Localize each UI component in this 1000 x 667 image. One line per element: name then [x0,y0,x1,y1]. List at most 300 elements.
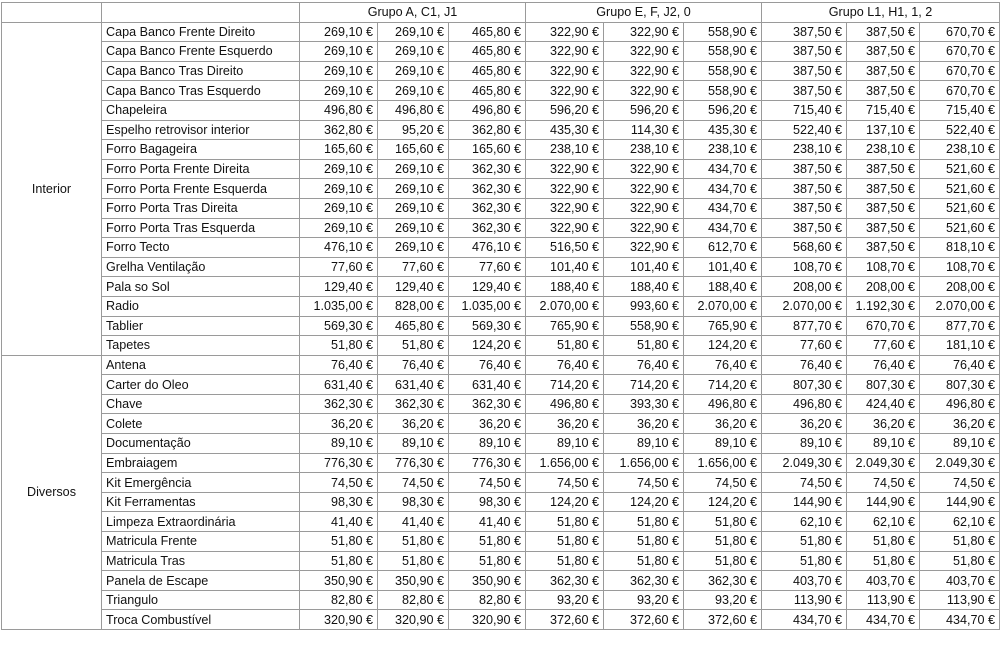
price-cell: 372,60 € [604,610,684,630]
price-cell: 124,20 € [684,336,762,356]
table-row [2,257,1000,277]
table-row [2,61,1000,81]
price-cell: 372,60 € [684,610,762,630]
item-name-cell: Espelho retrovisor interior [102,120,300,140]
price-cell: 558,90 € [684,42,762,62]
price-cell: 124,20 € [526,492,604,512]
price-cell: 74,50 € [684,473,762,493]
item-name-cell: Colete [102,414,300,434]
price-cell: 496,80 € [762,394,847,414]
price-cell: 89,10 € [449,434,526,454]
table-row [2,434,1000,454]
price-cell: 558,90 € [684,22,762,42]
price-cell: 322,90 € [604,159,684,179]
price-cell: 76,40 € [762,355,847,375]
price-cell: 238,10 € [684,140,762,160]
table-row [2,100,1000,120]
table-row [2,277,1000,297]
price-cell: 74,50 € [762,473,847,493]
price-cell: 2.070,00 € [684,296,762,316]
price-cell: 670,70 € [920,61,1000,81]
price-cell: 350,90 € [449,571,526,591]
price-cell: 569,30 € [300,316,378,336]
price-cell: 98,30 € [449,492,526,512]
price-cell: 238,10 € [526,140,604,160]
price-cell: 362,30 € [604,571,684,591]
item-name-cell: Forro Porta Frente Direita [102,159,300,179]
price-cell: 36,20 € [300,414,378,434]
price-cell: 496,80 € [920,394,1000,414]
item-name-cell: Radio [102,296,300,316]
price-cell: 238,10 € [762,140,847,160]
item-name-cell: Documentação [102,434,300,454]
price-cell: 124,20 € [449,336,526,356]
item-name-cell: Embraiagem [102,453,300,473]
price-cell: 516,50 € [526,238,604,258]
item-name-cell: Chave [102,394,300,414]
price-cell: 137,10 € [847,120,920,140]
price-cell: 807,30 € [847,375,920,395]
price-cell: 124,20 € [604,492,684,512]
price-cell: 322,90 € [604,61,684,81]
table-row [2,198,1000,218]
price-cell: 144,90 € [847,492,920,512]
price-cell: 350,90 € [300,571,378,591]
price-cell: 36,20 € [604,414,684,434]
item-name-cell: Forro Tecto [102,238,300,258]
price-cell: 496,80 € [684,394,762,414]
price-cell: 51,80 € [526,532,604,552]
price-cell: 1.192,30 € [847,296,920,316]
price-cell: 36,20 € [920,414,1000,434]
table-row [2,140,1000,160]
price-cell: 1.035,00 € [449,296,526,316]
table-row [2,394,1000,414]
price-cell: 1.656,00 € [684,453,762,473]
table-row [2,179,1000,199]
price-cell: 129,40 € [300,277,378,297]
price-cell: 165,60 € [449,140,526,160]
price-cell: 387,50 € [762,81,847,101]
price-cell: 715,40 € [762,100,847,120]
price-cell: 362,80 € [300,120,378,140]
price-cell: 521,60 € [920,218,1000,238]
item-name-cell: Kit Ferramentas [102,492,300,512]
price-cell: 124,20 € [684,492,762,512]
price-cell: 36,20 € [684,414,762,434]
header-blank-cell [102,3,300,23]
price-cell: 51,80 € [526,551,604,571]
price-cell: 74,50 € [920,473,1000,493]
table-row [2,512,1000,532]
price-cell: 51,80 € [847,532,920,552]
price-cell: 362,30 € [300,394,378,414]
price-cell: 1.035,00 € [300,296,378,316]
price-cell: 51,80 € [300,551,378,571]
table-row [2,316,1000,336]
price-cell: 387,50 € [762,218,847,238]
price-cell: 387,50 € [847,22,920,42]
table-row [2,81,1000,101]
price-cell: 596,20 € [526,100,604,120]
item-name-cell: Triangulo [102,590,300,610]
price-cell: 89,10 € [526,434,604,454]
group-header-1: Grupo A, C1, J1 [300,3,526,23]
price-cell: 322,90 € [526,81,604,101]
item-name-cell: Capa Banco Tras Esquerdo [102,81,300,101]
price-cell: 98,30 € [378,492,449,512]
price-cell: 76,40 € [300,355,378,375]
price-cell: 322,90 € [604,218,684,238]
price-cell: 51,80 € [378,551,449,571]
price-cell: 670,70 € [847,316,920,336]
price-cell: 670,70 € [920,22,1000,42]
table-row [2,571,1000,591]
item-name-cell: Kit Emergência [102,473,300,493]
price-cell: 74,50 € [300,473,378,493]
section-label: Interior [2,22,102,355]
price-cell: 129,40 € [378,277,449,297]
price-cell: 62,10 € [920,512,1000,532]
price-cell: 387,50 € [762,179,847,199]
table-row [2,22,1000,42]
price-cell: 993,60 € [604,296,684,316]
price-cell: 76,40 € [920,355,1000,375]
price-cell: 362,30 € [378,394,449,414]
price-cell: 558,90 € [684,81,762,101]
price-cell: 74,50 € [604,473,684,493]
price-cell: 362,30 € [526,571,604,591]
price-cell: 828,00 € [378,296,449,316]
price-cell: 596,20 € [684,100,762,120]
price-cell: 362,30 € [449,394,526,414]
price-cell: 101,40 € [526,257,604,277]
price-cell: 496,80 € [378,100,449,120]
price-cell: 269,10 € [378,179,449,199]
price-cell: 631,40 € [378,375,449,395]
price-cell: 320,90 € [449,610,526,630]
price-cell: 51,80 € [684,551,762,571]
price-cell: 269,10 € [300,42,378,62]
price-cell: 476,10 € [300,238,378,258]
price-cell: 77,60 € [300,257,378,277]
price-cell: 51,80 € [604,336,684,356]
price-cell: 320,90 € [378,610,449,630]
table-row [2,610,1000,630]
price-cell: 144,90 € [762,492,847,512]
price-cell: 77,60 € [449,257,526,277]
price-cell: 89,10 € [920,434,1000,454]
price-cell: 434,70 € [762,610,847,630]
price-cell: 51,80 € [684,512,762,532]
price-cell: 76,40 € [378,355,449,375]
table-row [2,414,1000,434]
price-cell: 269,10 € [378,61,449,81]
price-cell: 362,30 € [449,218,526,238]
price-cell: 238,10 € [920,140,1000,160]
price-cell: 269,10 € [300,198,378,218]
item-name-cell: Limpeza Extraordinária [102,512,300,532]
price-cell: 322,90 € [526,218,604,238]
price-cell: 89,10 € [300,434,378,454]
price-cell: 322,90 € [526,179,604,199]
table-row [2,492,1000,512]
price-cell: 51,80 € [762,551,847,571]
price-cell: 387,50 € [847,42,920,62]
header-row [2,3,1000,23]
price-cell: 670,70 € [920,81,1000,101]
price-cell: 387,50 € [847,61,920,81]
price-cell: 62,10 € [847,512,920,532]
price-cell: 129,40 € [449,277,526,297]
price-cell: 522,40 € [762,120,847,140]
price-cell: 521,60 € [920,179,1000,199]
price-cell: 51,80 € [920,551,1000,571]
price-cell: 89,10 € [378,434,449,454]
price-cell: 41,40 € [449,512,526,532]
price-cell: 269,10 € [300,61,378,81]
price-cell: 496,80 € [449,100,526,120]
price-cell: 77,60 € [847,336,920,356]
price-cell: 36,20 € [847,414,920,434]
item-name-cell: Matricula Tras [102,551,300,571]
item-name-cell: Capa Banco Tras Direito [102,61,300,81]
price-cell: 208,00 € [920,277,1000,297]
price-cell: 74,50 € [449,473,526,493]
price-cell: 877,70 € [920,316,1000,336]
price-cell: 51,80 € [526,336,604,356]
price-cell: 2.070,00 € [920,296,1000,316]
price-cell: 465,80 € [449,61,526,81]
price-cell: 269,10 € [378,42,449,62]
price-cell: 36,20 € [526,414,604,434]
price-cell: 51,80 € [300,336,378,356]
price-cell: 74,50 € [847,473,920,493]
table-row [2,42,1000,62]
price-cell: 496,80 € [526,394,604,414]
price-cell: 818,10 € [920,238,1000,258]
price-cell: 2.070,00 € [526,296,604,316]
price-cell: 476,10 € [449,238,526,258]
price-cell: 322,90 € [526,42,604,62]
price-cell: 403,70 € [847,571,920,591]
price-cell: 89,10 € [604,434,684,454]
price-cell: 269,10 € [378,218,449,238]
table-row [2,238,1000,258]
price-cell: 387,50 € [762,198,847,218]
price-cell: 82,80 € [300,590,378,610]
price-cell: 269,10 € [378,81,449,101]
price-cell: 434,70 € [684,179,762,199]
price-cell: 108,70 € [920,257,1000,277]
table-row [2,120,1000,140]
price-cell: 188,40 € [526,277,604,297]
price-cell: 569,30 € [449,316,526,336]
price-cell: 51,80 € [920,532,1000,552]
price-cell: 269,10 € [378,159,449,179]
price-cell: 1.656,00 € [604,453,684,473]
price-cell: 74,50 € [526,473,604,493]
price-cell: 144,90 € [920,492,1000,512]
price-cell: 362,30 € [449,198,526,218]
price-cell: 41,40 € [300,512,378,532]
table-row [2,532,1000,552]
price-cell: 807,30 € [762,375,847,395]
item-name-cell: Troca Combustível [102,610,300,630]
price-cell: 188,40 € [684,277,762,297]
item-name-cell: Capa Banco Frente Direito [102,22,300,42]
price-cell: 765,90 € [526,316,604,336]
price-cell: 51,80 € [684,532,762,552]
price-cell: 101,40 € [684,257,762,277]
price-cell: 765,90 € [684,316,762,336]
item-name-cell: Grelha Ventilação [102,257,300,277]
group-header-3: Grupo L1, H1, 1, 2 [762,3,1000,23]
price-cell: 269,10 € [300,22,378,42]
price-cell: 188,40 € [604,277,684,297]
price-cell: 372,60 € [526,610,604,630]
price-cell: 108,70 € [762,257,847,277]
price-cell: 434,70 € [684,198,762,218]
price-cell: 269,10 € [378,238,449,258]
price-cell: 269,10 € [300,81,378,101]
price-cell: 714,20 € [684,375,762,395]
price-cell: 322,90 € [604,81,684,101]
price-cell: 89,10 € [847,434,920,454]
price-cell: 387,50 € [847,179,920,199]
price-cell: 51,80 € [449,551,526,571]
price-cell: 51,80 € [847,551,920,571]
price-cell: 113,90 € [762,590,847,610]
price-cell: 101,40 € [604,257,684,277]
price-cell: 238,10 € [847,140,920,160]
price-cell: 76,40 € [684,355,762,375]
item-name-cell: Forro Bagageira [102,140,300,160]
item-name-cell: Chapeleira [102,100,300,120]
price-cell: 362,80 € [449,120,526,140]
price-cell: 387,50 € [847,198,920,218]
price-cell: 322,90 € [604,42,684,62]
price-cell: 77,60 € [378,257,449,277]
price-cell: 387,50 € [847,218,920,238]
item-name-cell: Panela de Escape [102,571,300,591]
section-label: Diversos [2,355,102,629]
price-cell: 51,80 € [604,512,684,532]
price-cell: 670,70 € [920,42,1000,62]
price-cell: 269,10 € [378,198,449,218]
price-cell: 362,30 € [449,159,526,179]
price-cell: 393,30 € [604,394,684,414]
item-name-cell: Tablier [102,316,300,336]
price-cell: 93,20 € [526,590,604,610]
price-cell: 387,50 € [847,81,920,101]
price-cell: 181,10 € [920,336,1000,356]
price-cell: 350,90 € [378,571,449,591]
price-cell: 434,70 € [684,218,762,238]
price-cell: 558,90 € [684,61,762,81]
price-cell: 322,90 € [604,179,684,199]
price-cell: 114,30 € [604,120,684,140]
price-cell: 776,30 € [449,453,526,473]
price-cell: 434,70 € [847,610,920,630]
price-cell: 434,70 € [684,159,762,179]
item-name-cell: Tapetes [102,336,300,356]
price-cell: 521,60 € [920,159,1000,179]
price-cell: 51,80 € [449,532,526,552]
price-cell: 93,20 € [684,590,762,610]
table-row [2,473,1000,493]
price-cell: 76,40 € [449,355,526,375]
price-cell: 714,20 € [604,375,684,395]
item-name-cell: Matricula Frente [102,532,300,552]
price-cell: 51,80 € [378,532,449,552]
price-cell: 807,30 € [920,375,1000,395]
price-cell: 36,20 € [449,414,526,434]
price-cell: 776,30 € [300,453,378,473]
price-cell: 496,80 € [300,100,378,120]
price-cell: 465,80 € [449,22,526,42]
price-cell: 108,70 € [847,257,920,277]
price-cell: 877,70 € [762,316,847,336]
table-row [2,218,1000,238]
price-cell: 322,90 € [526,198,604,218]
table-row [2,336,1000,356]
price-cell: 522,40 € [920,120,1000,140]
price-cell: 435,30 € [526,120,604,140]
table-row [2,453,1000,473]
price-cell: 320,90 € [300,610,378,630]
price-cell: 362,30 € [449,179,526,199]
price-cell: 76,40 € [526,355,604,375]
price-cell: 322,90 € [526,22,604,42]
price-cell: 74,50 € [378,473,449,493]
price-cell: 76,40 € [847,355,920,375]
price-cell: 98,30 € [300,492,378,512]
item-name-cell: Antena [102,355,300,375]
price-cell: 715,40 € [847,100,920,120]
price-cell: 208,00 € [762,277,847,297]
price-cell: 76,40 € [604,355,684,375]
table-row [2,355,1000,375]
group-header-2: Grupo E, F, J2, 0 [526,3,762,23]
price-cell: 387,50 € [762,159,847,179]
table-row [2,375,1000,395]
price-cell: 36,20 € [762,414,847,434]
item-name-cell: Carter do Oleo [102,375,300,395]
price-cell: 434,70 € [920,610,1000,630]
price-cell: 41,40 € [378,512,449,532]
price-cell: 387,50 € [847,238,920,258]
price-cell: 113,90 € [847,590,920,610]
item-name-cell: Forro Porta Frente Esquerda [102,179,300,199]
price-cell: 269,10 € [300,218,378,238]
table-row [2,551,1000,571]
price-cell: 424,40 € [847,394,920,414]
price-cell: 165,60 € [300,140,378,160]
header-blank-cell [2,3,102,23]
price-cell: 95,20 € [378,120,449,140]
price-cell: 93,20 € [604,590,684,610]
price-cell: 322,90 € [604,22,684,42]
price-cell: 113,90 € [920,590,1000,610]
price-cell: 82,80 € [378,590,449,610]
table-row [2,159,1000,179]
price-cell: 36,20 € [378,414,449,434]
price-cell: 2.049,30 € [847,453,920,473]
price-cell: 435,30 € [684,120,762,140]
price-cell: 596,20 € [604,100,684,120]
price-cell: 269,10 € [300,159,378,179]
